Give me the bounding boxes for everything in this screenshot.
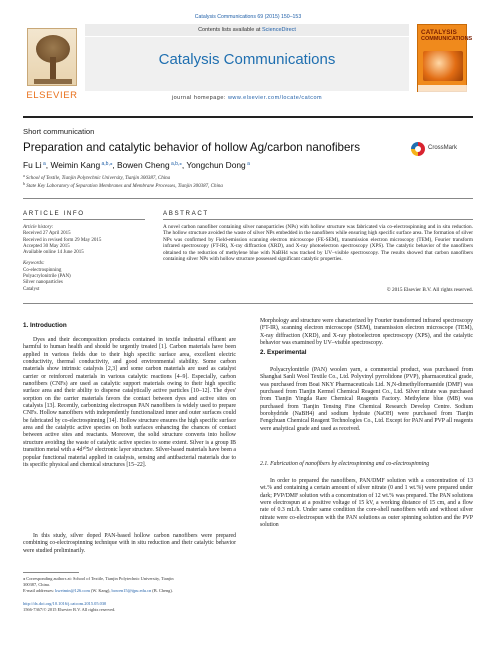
abstract-divider <box>23 303 473 304</box>
received-date: Received 27 April 2015 <box>23 231 71 237</box>
article-info-heading: ARTICLE INFO <box>23 210 85 217</box>
email-link[interactable]: kweimin@126.com <box>55 588 90 593</box>
article-type: Short communication <box>23 127 95 136</box>
keyword: Silver nanoparticles <box>23 280 63 286</box>
keyword: Co-electrospinning <box>23 267 62 273</box>
contents-availability <box>85 24 409 36</box>
abstract-heading: ABSTRACT <box>163 210 209 217</box>
author-name[interactable]: Weimin Kang <box>50 160 101 170</box>
author-affiliation-mark[interactable]: a <box>41 161 46 167</box>
article-history-label: Article history: <box>23 225 54 230</box>
author-name[interactable]: Yongchun Dong <box>186 160 246 170</box>
journal-title-band <box>85 37 409 91</box>
crossmark-button[interactable] <box>411 141 473 157</box>
keywords-label: Keywords: <box>23 261 45 267</box>
elsevier-tree-icon <box>27 28 77 86</box>
issn-footnote: 1566-7367/© 2015 Elsevier B.V. All rights reserved. <box>23 607 116 612</box>
corresponding-author-footnote: ⁎ Corresponding authors at: School of Textile, Tianjin Polytechnic University, Tianjin 300387, China. <box>23 576 174 587</box>
email-link[interactable]: bowen15@tjpu.edu.cn <box>111 588 152 593</box>
doi-link[interactable]: http://dx.doi.org/10.1016/j.catcom.2015.05.030 <box>23 601 107 606</box>
cover-title: CATALYSIS COMMUNICATIONS <box>421 29 473 42</box>
journal-title: Catalysis Communications <box>158 51 336 68</box>
publisher-name: ELSEVIER <box>26 90 78 101</box>
article-info <box>23 225 145 293</box>
journal-homepage <box>85 95 409 101</box>
crossmark-icon <box>411 142 425 156</box>
author-affiliation-mark[interactable]: a,b, <box>100 161 110 167</box>
introduction-paragraph-2: In this study, silver doped PAN-based hollow carbon nanofibers were prepared combining co-electrospinning technique with in situ reduction and their catalytic behavior were studied preliminarily. <box>23 533 236 554</box>
corresponding-author-mark[interactable]: ⁎ <box>179 161 182 167</box>
methods-summary-paragraph: Morphology and structure were characterized by Fourier transformed infrared spectroscopy (FT-IR), scanning electron microscope (SEM), transmission electron microscope (TEM), X-ray diffraction (XRD), and X-ray photoelectron spectroscopy (XPS), and the catalytic behavior was examined by UV–visible spectroscopy. <box>260 318 473 347</box>
journal-masthead <box>23 24 473 112</box>
abstract-text: A novel carbon nanofiber containing silver nanoparticles (NPs) with hollow structure was fabricated via co-electrospinning and in situ reduction. The hollow structure avoided the waste of silver NPs embedded in the nanofibers while ensuring high specific surface area. The formation of silver NPs was confirmed by Field-emission scanning electron microscope (FE-SEM), transmission electron microscopy (TEM), Fourier transform infrared spectroscopy (FT-IR), X-ray diffraction (XRD), and X-ray photoelectron spectroscopy (XPS). The catalytic behavior of the nanofibers obtained to the reduction of methylene blue with NaBH4 was tracked by UV–visible spectroscopy. The results showed that carbon nanofibers containing silver NPs with hollow structure possessed significant catalytic properties. <box>163 224 473 263</box>
masthead-rule <box>23 116 473 118</box>
author-affiliation-mark[interactable]: a,b, <box>169 161 180 167</box>
cover-artwork <box>423 51 463 81</box>
accepted-date: Accepted 30 May 2015 <box>23 243 70 249</box>
abstract-rule <box>163 219 473 220</box>
abstract-copyright: © 2015 Elsevier B.V. All rights reserved. <box>386 287 473 293</box>
article-info-rule <box>23 219 145 220</box>
author-affiliation-mark[interactable]: a <box>245 161 250 167</box>
introduction-paragraph-1: Dyes and their decomposition products contained in textile industrial effluent are harmful to human health and should be urgently treated [1]. Carbon materials have been applied in various fields due to their high specific surface area, excellent electric conductivity, thermal conductivity, and good environmental stability. Some carbon materials show intrinsic catalysis [2,3] and some carbon materials are used as catalyst carrier or reinforced materials in various catalytic reactions [4–9]. Especially, carbon nanofibers (CNFs) are used as catalytic support materials owing to their high specific surface area and their ability to disperse catalytically active particles [10–12]. The dyes' sorption on the carrier materials favors the contact between dyes and active sites on catalysts [13]. Recently, carbonizing electrospun PAN nanofibers is widely used to prepare CNFs. Hollow nanofibers with independently functionalized inner and outer surfaces could be fabricated by co-electrospinning [14]. Hollow structure ensures the high specific surface area and the catalytic active species on both surfaces enhancing the chances of contact between active sites and reactants. Moreover, the solid structure converts into hollow structure avoiding the waste of catalytic active species to some extent. Silver is a group IB transition metal with a 4d¹⁰5s¹ electronic layer structure. Silver-based materials have been a popular functional material applied in catalysis, sensing and antibacterial materials due to its specific physical and chemical structures [15–22]. <box>23 337 236 468</box>
section-heading-introduction: 1. Introduction <box>23 322 67 329</box>
corresponding-author-mark[interactable]: ⁎ <box>109 161 113 167</box>
crossmark-label: CrossMark <box>428 145 458 151</box>
journal-reference-link[interactable]: Catalysis Communications 69 (2015) 150–153 <box>194 14 302 20</box>
section-heading-experimental: 2. Experimental <box>260 349 307 356</box>
header-divider <box>23 198 473 199</box>
email-footnote: E-mail addresses: kweimin@126.com (W. Kang), bowen15@tjpu.edu.cn (B. Cheng). <box>23 588 173 593</box>
paper-title: Preparation and catalytic behavior of hollow Ag/carbon nanofibers <box>23 141 361 154</box>
author-name[interactable]: Fu Li <box>23 160 42 170</box>
author-name[interactable]: Bowen Cheng <box>117 160 170 170</box>
online-date: Available online 14 June 2015 <box>23 250 84 256</box>
cover-stripe <box>418 85 468 93</box>
sciencedirect-link[interactable]: ScienceDirect <box>261 27 296 33</box>
doi-footnote <box>23 601 106 607</box>
experimental-paragraph: Polyacrylonitrile (PAN) woolen yarn, a commercial product, was purchased from Shanghai Sanli Wool Textile Co., Ltd. Polyvinyl pyrrolidone (PVP), pharmaceutical grade, was purchased from Boai NKY Pharmaceuticals Ltd. N,N-dimethylformamide (DMF) was purchased from Tianjin Kermel Chemical Reagent Co., Ltd. Silver nitrate was purchased from Tianjin Yingda Rare Chemical Reagents Factory. Methylene blue (MB) was purchased from Tianjin Tensing Fine Chemical Research Develop Centre. Sodium borohydride (NaBH4) and sodium hydrate (NaOH) were purchased from Tianjin Fengchuan Chemical Reagent Technologies Co., Ltd. Except for PAN and PVP all reagents were analytical grade and used as received. <box>260 367 473 432</box>
author-list: Fu Li $^a$, Weimin Kang $^{a,b,⁎}$, Bowen Cheng $^{a,b,⁎}$, Yongchun Dong $^a$ <box>23 160 250 170</box>
affiliation-b: $^b$ State Key Laboratory of Separation Membranes and Membrane Processes, Tianjin 300387, China <box>23 181 223 189</box>
subsection-heading-fabrication: 2.1. Fabrication of nanofibers by electrospinning and co-electrospinning <box>260 461 430 467</box>
homepage-prefix: journal homepage: <box>171 95 228 101</box>
affiliation-a: $^a$ School of Textile, Tianjin Polytechnic University, Tianjin 300387, China <box>23 173 171 181</box>
keyword: Catalyst <box>23 286 40 292</box>
footnote-rule <box>23 572 79 573</box>
revised-date: Received in revised form 29 May 2015 <box>23 237 102 243</box>
keyword: Polyacrylonitrile (PAN) <box>23 274 71 280</box>
fabrication-paragraph: In order to prepared the nanofibers, PAN/DMF solution with a concentration of 13 wt.% and containing a certain amount of silver nitrate (0 and 1 wt.%) were prepared under dark; PVP/DMF solution with a concentration of 12 wt.% was prepared. The PAN solutions were electrospun at a positive voltage of 15 kV, a working distance of 15 cm, and a flow rate of 0.3 mL/h. Under same condition the core-shell nanofibers with and without silver nitrate were co-electrospun with the PAN solutions as outer spinning solution and the PVP solution <box>260 478 474 529</box>
homepage-link[interactable]: www.elsevier.com/locate/catcom <box>227 95 323 101</box>
journal-cover-image[interactable] <box>417 24 473 92</box>
elsevier-logo[interactable] <box>23 26 81 104</box>
contents-prefix: Contents lists available at <box>198 27 262 33</box>
